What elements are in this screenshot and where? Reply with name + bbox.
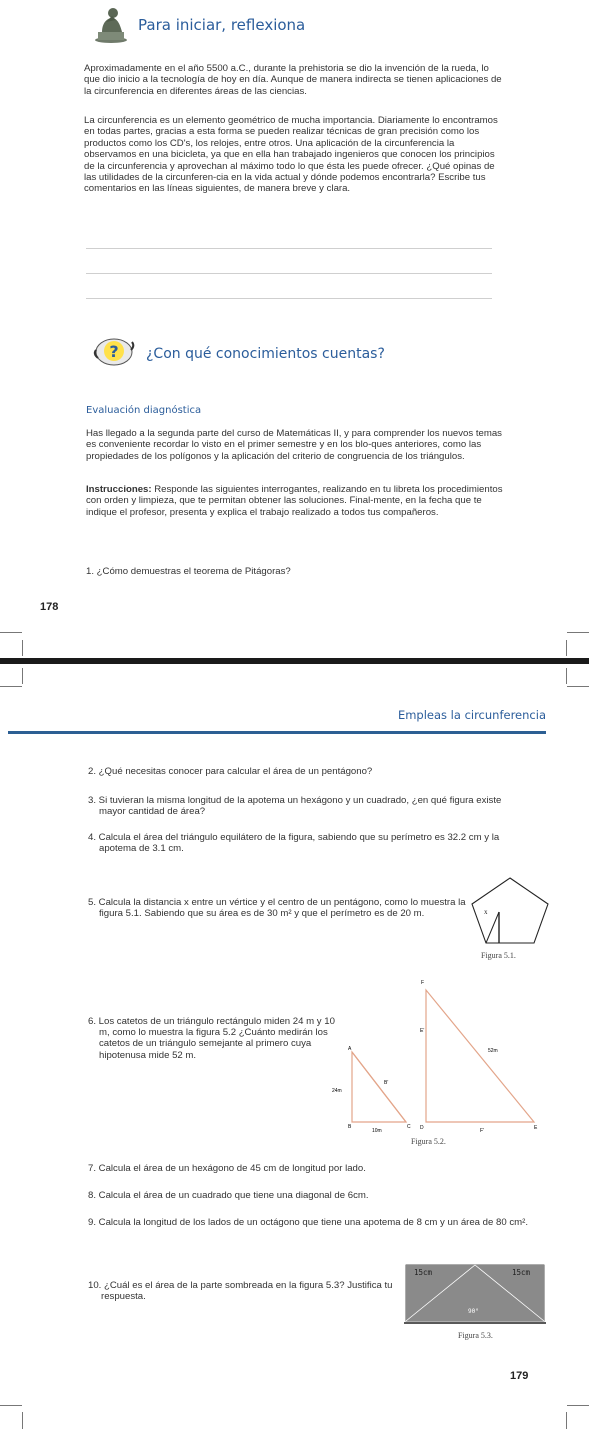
question-6: 6. Los catetos de un triángulo rectángulo miden 24 m y 10 m, como lo muestra la figura 5.2 ¿Cuánto medirán los catetos de un triángulo semejante al primero cuya hipotenusa mide 52 m. (88, 1016, 335, 1061)
diagnostic-paragraph: Has llegado a la segunda parte del curso de Matemáticas II, y para comprender los nuevos temas es conveniente recordar lo visto en el primer semestre y en los blo-ques anteriores, como las propiedades de los polígonos y la aplicación del criterio de congruencia de los triángulos. (86, 428, 502, 462)
question-3: 3. Si tuvieran la misma longitud de la apotema un hexágono y un cuadrado, ¿en qué figura existe mayor cantidad de área? (88, 795, 502, 818)
figure-5-2-caption: Figura 5.2. (411, 1137, 446, 1146)
crop-mark (566, 640, 567, 656)
answer-lines (86, 224, 492, 299)
answer-line[interactable] (86, 274, 492, 299)
label-52m: 52m (488, 1048, 498, 1054)
chapter-header: Empleas la circunferencia (397, 708, 546, 722)
figure-5-1-caption: Figura 5.1. (481, 951, 516, 960)
page-number: 178 (40, 601, 59, 613)
label-10m: 10m (372, 1128, 382, 1134)
header-rule (8, 731, 546, 734)
figure-5-2-triangles (334, 972, 554, 1134)
fig53-left-label: 15cm (414, 1268, 433, 1277)
crop-mark (0, 1405, 22, 1406)
page-number: 179 (510, 1370, 529, 1382)
label-E-prime: E' (420, 1028, 425, 1034)
figure-5-1-pentagon (468, 875, 552, 947)
label-24m: 24m (332, 1088, 342, 1094)
question-8: 8. Calcula el área de un cuadrado que tiene una diagonal de 6cm. (88, 1190, 369, 1201)
crop-mark (566, 1412, 567, 1429)
question-5: 5. Calcula la distancia x entre un vértice y el centro de un pentágono, como lo muestra la figura 5.1. Sabiendo que su área es de 30 m² y que el perímetro es de 20 m. (88, 897, 466, 920)
thinker-statue-icon (92, 4, 130, 44)
label-E: E (534, 1125, 538, 1131)
instructions-label: Instrucciones: (86, 484, 152, 495)
question-1: 1. ¿Cómo demuestras el teorema de Pitágoras? (86, 566, 291, 577)
crop-mark (22, 668, 23, 684)
crop-mark (0, 686, 22, 687)
fig51-x-label: x (484, 908, 488, 916)
label-B: B (348, 1124, 352, 1130)
question-mark-icon (92, 332, 136, 368)
crop-mark (22, 640, 23, 656)
crop-mark (567, 1405, 589, 1406)
crop-mark (567, 686, 589, 687)
fig53-angle-label: 90° (468, 1308, 479, 1315)
crop-mark (566, 668, 567, 684)
question-2: 2. ¿Qué necesitas conocer para calcular el área de un pentágono? (88, 766, 373, 777)
figure-5-3-shaded (404, 1263, 546, 1327)
crop-mark (0, 632, 22, 633)
label-D: D (420, 1125, 424, 1131)
answer-line[interactable] (86, 249, 492, 274)
figure-5-3-caption: Figura 5.3. (458, 1331, 493, 1340)
answer-line[interactable] (86, 224, 492, 249)
question-10: 10. ¿Cuál es el área de la parte sombreada en la figura 5.3? Justifica tu respuesta. (88, 1280, 393, 1303)
question-4: 4. Calcula el área del triángulo equilátero de la figura, sabiendo que su perímetro es 32.2 cm y la apotema de 3.1 cm. (88, 832, 500, 855)
crop-mark (567, 632, 589, 633)
label-A: A (348, 1046, 352, 1052)
question-7: 7. Calcula el área de un hexágono de 45 cm de longitud por lado. (88, 1163, 366, 1174)
question-9: 9. Calcula la longitud de los lados de un octágono que tiene una apotema de 8 cm y un área de 80 cm². (88, 1217, 529, 1228)
instructions-paragraph (86, 484, 506, 518)
svg-text:?: ? (109, 342, 119, 361)
instructions-text: Responde las siguientes interrogantes, realizando en tu libreta los procedimientos con orden y limpieza, que te permitan obtener las soluciones. Final-mente, en la fecha que te indique el profesor, presenta y explica el trabajo realizado a todos tus compañeros. (86, 484, 503, 518)
page-separator (0, 658, 589, 664)
crop-mark (22, 1412, 23, 1429)
intro-paragraph-2: La circunferencia es un elemento geométrico de mucha importancia. Diariamente lo encontramos en todas partes, gracias a esta forma se pueden realizar técnicas de gran precisión como los productos como los CD's, los relojes, entre otros. Una aplicación de la circunferencia la observamos en una bicicleta, ya que en ella han trabajado ingenieros que conocen los principios de la circunferencia y aprovechan al máximo todo lo que ésta les puede ofrecer. ¿Qué opinas de las utilidades de la circunferen-cia en la vida actual y dónde podemos encontrarla? Escribe tus comentarios en las líneas siguientes, de manera breve y clara. (84, 115, 498, 195)
section-title: Para iniciar, reflexiona (138, 16, 306, 34)
label-B-prime: B' (384, 1080, 389, 1086)
label-F: F (421, 980, 425, 986)
intro-paragraph-1: Aproximadamente en el año 5500 a.C., durante la prehistoria se dio la invención de la rueda, lo que dio inicio a la tecnología de hoy en día. Aunque de manera indirecta se tienen aplicaciones de la circunferencia en diferentes áreas de las ciencias. (84, 63, 502, 97)
knowledge-title: ¿Con qué conocimientos cuentas? (146, 346, 385, 362)
label-C: C (407, 1124, 411, 1130)
diagnostic-title: Evaluación diagnóstica (86, 405, 202, 416)
fig53-right-label: 15cm (512, 1268, 531, 1277)
label-F-prime: F' (480, 1128, 485, 1134)
